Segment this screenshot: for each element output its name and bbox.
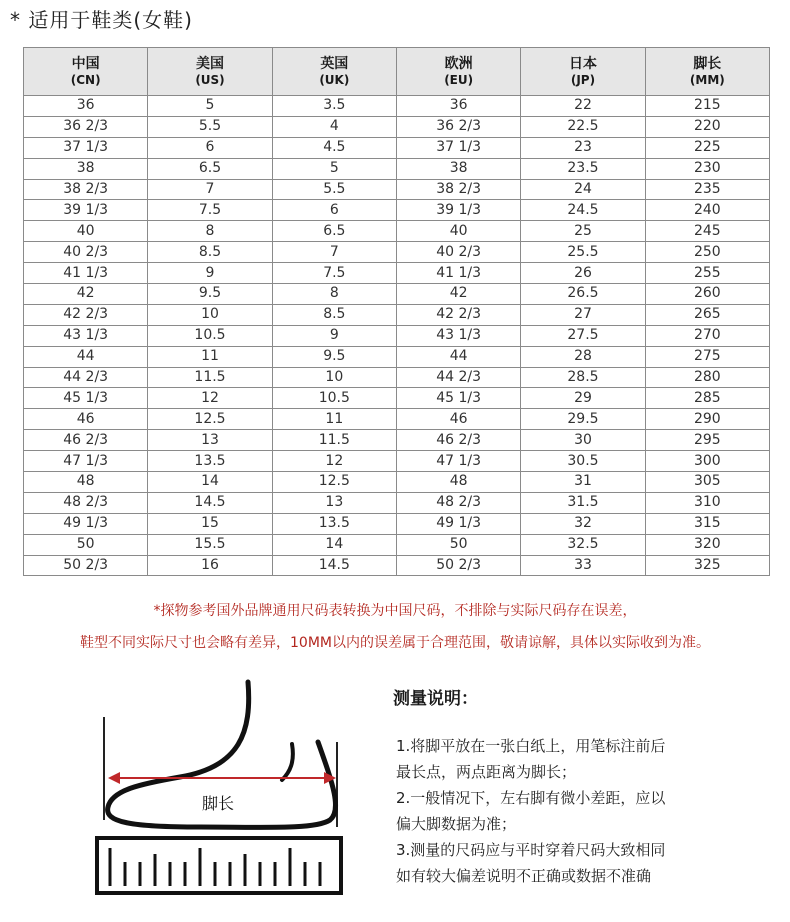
table-cell: 47 1/3 xyxy=(396,451,520,472)
table-cell: 45 1/3 xyxy=(396,388,520,409)
size-chart-table xyxy=(23,47,770,576)
instruction-line: 3.测量的尺码应与平时穿着尺码大致相同 xyxy=(396,841,666,859)
table-cell: 7 xyxy=(148,179,272,200)
table-cell: 31.5 xyxy=(521,492,645,513)
table-cell: 255 xyxy=(645,263,769,284)
table-cell: 11 xyxy=(148,346,272,367)
table-cell: 14 xyxy=(272,534,396,555)
table-cell: 26.5 xyxy=(521,284,645,305)
table-cell: 9.5 xyxy=(148,284,272,305)
instruction-line: 2.一般情况下，左右脚有微小差距，应以 xyxy=(396,789,666,807)
table-row xyxy=(24,492,770,513)
table-cell: 5 xyxy=(272,158,396,179)
table-cell: 8.5 xyxy=(272,304,396,325)
table-cell: 46 2/3 xyxy=(24,430,148,451)
table-cell: 27.5 xyxy=(521,325,645,346)
table-cell: 22.5 xyxy=(521,116,645,137)
column-header xyxy=(272,48,396,96)
column-header-unit: (JP) xyxy=(570,72,596,87)
table-cell: 11.5 xyxy=(148,367,272,388)
instruction-line: 1.将脚平放在一张白纸上，用笔标注前后 xyxy=(396,737,666,755)
table-cell: 29.5 xyxy=(521,409,645,430)
table-cell: 11.5 xyxy=(272,430,396,451)
column-header xyxy=(396,48,520,96)
table-cell: 40 2/3 xyxy=(24,242,148,263)
table-cell: 46 xyxy=(396,409,520,430)
table-cell: 26 xyxy=(521,263,645,284)
table-cell: 49 1/3 xyxy=(24,513,148,534)
table-cell: 38 xyxy=(396,158,520,179)
table-cell: 6.5 xyxy=(272,221,396,242)
table-header-row xyxy=(24,48,770,96)
table-cell: 44 xyxy=(396,346,520,367)
table-cell: 260 xyxy=(645,284,769,305)
table-cell: 220 xyxy=(645,116,769,137)
measurement-instructions xyxy=(396,733,716,889)
table-row xyxy=(24,221,770,242)
table-row xyxy=(24,179,770,200)
table-cell: 13 xyxy=(272,492,396,513)
column-header-unit: (CN) xyxy=(70,72,101,87)
table-cell: 315 xyxy=(645,513,769,534)
table-cell: 37 1/3 xyxy=(396,137,520,158)
table-cell: 9 xyxy=(272,325,396,346)
table-cell: 45 1/3 xyxy=(24,388,148,409)
instruction-line: 如有较大偏差说明不正确或数据不准确 xyxy=(396,867,652,885)
table-cell: 225 xyxy=(645,137,769,158)
table-cell: 38 xyxy=(24,158,148,179)
table-cell: 230 xyxy=(645,158,769,179)
table-cell: 46 2/3 xyxy=(396,430,520,451)
table-cell: 8 xyxy=(148,221,272,242)
table-cell: 39 1/3 xyxy=(24,200,148,221)
disclaimer-note: 鞋型不同实际尺寸也会略有差异，10MM以内的误差属于合理范围，敬请谅解，具体以实际收到为准。 xyxy=(80,635,710,651)
table-cell: 12 xyxy=(148,388,272,409)
table-cell: 12 xyxy=(272,451,396,472)
column-header xyxy=(645,48,769,96)
table-cell: 15.5 xyxy=(148,534,272,555)
table-cell: 265 xyxy=(645,304,769,325)
table-cell: 40 xyxy=(396,221,520,242)
table-row xyxy=(24,555,770,576)
table-cell: 37 1/3 xyxy=(24,137,148,158)
table-cell: 36 xyxy=(396,96,520,117)
table-cell: 22 xyxy=(521,96,645,117)
column-header-name: 日本 xyxy=(568,55,597,72)
table-cell: 42 xyxy=(24,284,148,305)
measurement-title: 测量说明： xyxy=(393,689,478,709)
table-cell: 42 2/3 xyxy=(24,304,148,325)
table-cell: 290 xyxy=(645,409,769,430)
table-cell: 50 xyxy=(24,534,148,555)
table-cell: 16 xyxy=(148,555,272,576)
column-header xyxy=(24,48,148,96)
table-cell: 44 xyxy=(24,346,148,367)
table-cell: 4.5 xyxy=(272,137,396,158)
table-cell: 5.5 xyxy=(148,116,272,137)
table-row xyxy=(24,409,770,430)
table-cell: 48 xyxy=(24,472,148,493)
table-cell: 30 xyxy=(521,430,645,451)
table-row xyxy=(24,451,770,472)
table-cell: 27 xyxy=(521,304,645,325)
table-cell: 235 xyxy=(645,179,769,200)
table-cell: 29 xyxy=(521,388,645,409)
table-cell: 4 xyxy=(272,116,396,137)
table-cell: 38 2/3 xyxy=(396,179,520,200)
table-cell: 50 2/3 xyxy=(396,555,520,576)
table-cell: 10 xyxy=(272,367,396,388)
table-cell: 25.5 xyxy=(521,242,645,263)
table-row xyxy=(24,472,770,493)
table-row xyxy=(24,304,770,325)
table-cell: 39 1/3 xyxy=(396,200,520,221)
table-cell: 3.5 xyxy=(272,96,396,117)
table-row xyxy=(24,430,770,451)
table-cell: 14.5 xyxy=(148,492,272,513)
table-cell: 50 2/3 xyxy=(24,555,148,576)
table-row xyxy=(24,367,770,388)
table-cell: 24.5 xyxy=(521,200,645,221)
ruler-icon xyxy=(97,838,341,893)
table-cell: 270 xyxy=(645,325,769,346)
table-cell: 280 xyxy=(645,367,769,388)
table-cell: 30.5 xyxy=(521,451,645,472)
table-cell: 9 xyxy=(148,263,272,284)
table-cell: 325 xyxy=(645,555,769,576)
table-cell: 32.5 xyxy=(521,534,645,555)
table-cell: 15 xyxy=(148,513,272,534)
column-header xyxy=(148,48,272,96)
table-cell: 10.5 xyxy=(148,325,272,346)
column-header-name: 中国 xyxy=(71,55,100,72)
table-cell: 5 xyxy=(148,96,272,117)
table-cell: 36 2/3 xyxy=(396,116,520,137)
instruction-line: 最长点，两点距离为脚长； xyxy=(396,763,577,781)
column-header-name: 美国 xyxy=(195,55,224,72)
table-cell: 48 xyxy=(396,472,520,493)
table-cell: 6 xyxy=(272,200,396,221)
table-cell: 48 2/3 xyxy=(24,492,148,513)
table-cell: 32 xyxy=(521,513,645,534)
table-cell: 10.5 xyxy=(272,388,396,409)
column-header-unit: (EU) xyxy=(444,72,474,87)
table-cell: 310 xyxy=(645,492,769,513)
table-cell: 300 xyxy=(645,451,769,472)
table-row xyxy=(24,534,770,555)
disclaimer-note: *探物参考国外品牌通用尺码表转换为中国尺码，不排除与实际尺码存在误差， xyxy=(153,603,637,619)
foot-length-label: 脚长 xyxy=(202,794,235,813)
table-cell: 215 xyxy=(645,96,769,117)
table-cell: 13.5 xyxy=(148,451,272,472)
table-cell: 14 xyxy=(148,472,272,493)
table-cell: 49 1/3 xyxy=(396,513,520,534)
table-cell: 23 xyxy=(521,137,645,158)
table-row xyxy=(24,263,770,284)
table-cell: 7.5 xyxy=(148,200,272,221)
page-title: * 适用于鞋类(女鞋) xyxy=(10,8,193,32)
table-cell: 7.5 xyxy=(272,263,396,284)
table-cell: 43 1/3 xyxy=(396,325,520,346)
table-cell: 36 2/3 xyxy=(24,116,148,137)
table-cell: 285 xyxy=(645,388,769,409)
table-cell: 6.5 xyxy=(148,158,272,179)
table-row xyxy=(24,116,770,137)
column-header xyxy=(521,48,645,96)
table-cell: 42 xyxy=(396,284,520,305)
table-cell: 36 xyxy=(24,96,148,117)
table-cell: 33 xyxy=(521,555,645,576)
column-header-unit: (UK) xyxy=(319,72,350,87)
table-cell: 240 xyxy=(645,200,769,221)
table-row xyxy=(24,96,770,117)
table-cell: 41 1/3 xyxy=(396,263,520,284)
table-cell: 41 1/3 xyxy=(24,263,148,284)
table-row xyxy=(24,200,770,221)
table-cell: 47 1/3 xyxy=(24,451,148,472)
table-cell: 23.5 xyxy=(521,158,645,179)
table-cell: 12.5 xyxy=(148,409,272,430)
table-cell: 40 2/3 xyxy=(396,242,520,263)
table-cell: 5.5 xyxy=(272,179,396,200)
table-row xyxy=(24,346,770,367)
column-header-name: 脚长 xyxy=(693,55,722,72)
table-cell: 6 xyxy=(148,137,272,158)
table-cell: 13.5 xyxy=(272,513,396,534)
table-body xyxy=(24,96,770,576)
table-cell: 12.5 xyxy=(272,472,396,493)
instruction-line: 偏大脚数据为准； xyxy=(396,815,517,833)
table-cell: 10 xyxy=(148,304,272,325)
table-cell: 9.5 xyxy=(272,346,396,367)
table-cell: 28 xyxy=(521,346,645,367)
foot-outline-icon xyxy=(90,672,365,922)
table-row xyxy=(24,158,770,179)
table-cell: 44 2/3 xyxy=(24,367,148,388)
table-row xyxy=(24,513,770,534)
table-cell: 7 xyxy=(272,242,396,263)
table-cell: 48 2/3 xyxy=(396,492,520,513)
table-cell: 44 2/3 xyxy=(396,367,520,388)
table-cell: 38 2/3 xyxy=(24,179,148,200)
table-cell: 14.5 xyxy=(272,555,396,576)
table-cell: 11 xyxy=(272,409,396,430)
table-cell: 50 xyxy=(396,534,520,555)
foot-measurement-diagram xyxy=(90,672,365,922)
table-cell: 42 2/3 xyxy=(396,304,520,325)
table-cell: 43 1/3 xyxy=(24,325,148,346)
table-cell: 24 xyxy=(521,179,645,200)
table-cell: 275 xyxy=(645,346,769,367)
table-cell: 31 xyxy=(521,472,645,493)
column-header-unit: (US) xyxy=(195,72,225,87)
table-cell: 320 xyxy=(645,534,769,555)
table-row xyxy=(24,388,770,409)
table-cell: 40 xyxy=(24,221,148,242)
table-row xyxy=(24,242,770,263)
table-row xyxy=(24,325,770,346)
table-cell: 28.5 xyxy=(521,367,645,388)
table-cell: 25 xyxy=(521,221,645,242)
column-header-name: 欧洲 xyxy=(444,55,473,72)
column-header-unit: (MM) xyxy=(689,72,725,87)
table-cell: 8.5 xyxy=(148,242,272,263)
table-row xyxy=(24,137,770,158)
table-cell: 8 xyxy=(272,284,396,305)
table-cell: 295 xyxy=(645,430,769,451)
table-cell: 250 xyxy=(645,242,769,263)
column-header-name: 英国 xyxy=(320,55,349,72)
table-cell: 46 xyxy=(24,409,148,430)
table-cell: 305 xyxy=(645,472,769,493)
table-row xyxy=(24,284,770,305)
table-cell: 13 xyxy=(148,430,272,451)
table-cell: 245 xyxy=(645,221,769,242)
